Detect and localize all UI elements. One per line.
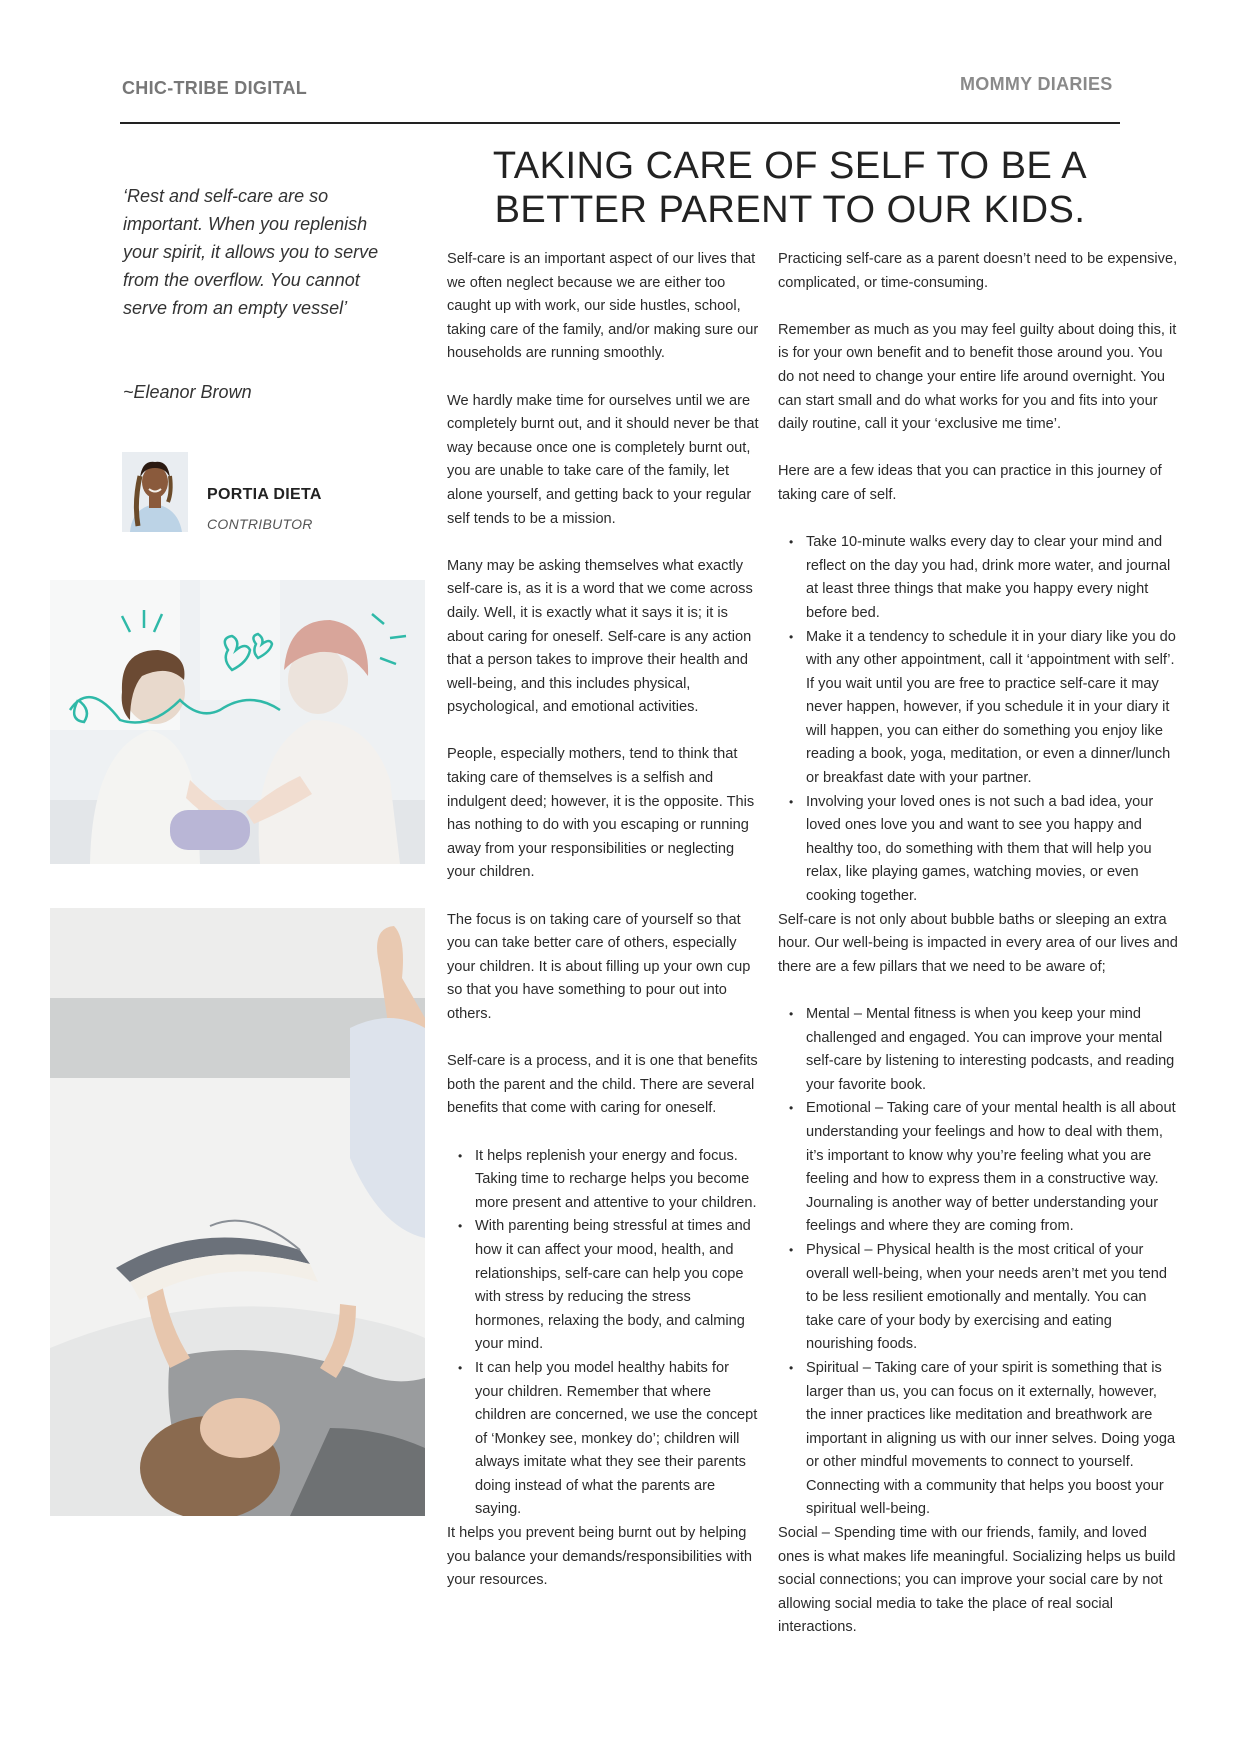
list-item: • It helps replenish your energy and focus. Taking time to recharge helps you become more present and attentive to your children. — [475, 1145, 759, 1216]
quote-author: ~Eleanor Brown — [123, 382, 252, 402]
list-item: • Make it a tendency to schedule it in your diary like you do with any other appointment, call it ‘appointment with self’. If you wait until you are free to practice self-care it may never happen, however, if you schedule it in your diary it will happen, you can either do something you enjoy like reading a book, yoga, meditation, or even a dinner/lunch or breakfast date with your partner. — [806, 626, 1178, 791]
list-item: • Mental – Mental fitness is when you keep your mind challenged and engaged. You can improve your mental self-care by listening to interesting podcasts, and reading your favorite book. — [806, 1003, 1178, 1097]
publication-name: CHIC-TRIBE DIGITAL — [122, 78, 308, 98]
article-title: TAKING CARE OF SELF TO BE A BETTER PARENT TO OUR KIDS. — [492, 145, 1088, 231]
contributor-avatar — [122, 452, 188, 532]
woman-reading-book-photo — [50, 908, 425, 1516]
mother-daughter-face-mask-photo — [50, 580, 425, 864]
paragraph: The focus is on taking care of yourself so that you can take better care of others, especially your children. It is about filling up your own cup so that you have something to pour out into others. — [447, 911, 751, 1022]
list-item: • Emotional – Taking care of your mental health is all about understanding your feelings and how to deal with them, it’s important to know why you’re feeling what you are feeling and how to express them in a constructive way. Journaling is another way of better understanding your feelings and where they are coming from. — [806, 1097, 1178, 1239]
article-column-2 — [778, 248, 1178, 1640]
paragraph: We hardly make time for ourselves until we are completely burnt out, and it should never be that way because once one is completely burnt out, you are unable to take care of the family, let alone yourself, and getting back to your regular self tends to be a mission. — [447, 392, 759, 527]
paragraph: Practicing self-care as a parent doesn’t need to be expensive, complicated, or time-consuming. — [778, 251, 1178, 291]
list-item: • Take 10-minute walks every day to clear your mind and reflect on the day you had, drink more water, and journal at least three things that make you happy every night before bed. — [806, 531, 1178, 625]
ideas-list — [778, 531, 1178, 909]
paragraph: Self-care is an important aspect of our lives that we often neglect because we are either too caught up with work, our side hustles, school, taking care of the family, and/or making sure our households are running smoothly. — [447, 251, 759, 362]
paragraph: Social – Spending time with our friends, family, and loved ones is what makes life meaningful. Socializing helps us build social connections; you can improve your social care by not allowing social media to take the place of real social interactions. — [778, 1525, 1176, 1636]
paragraph: Many may be asking themselves what exactly self-care is, as it is a word that we come across daily. Well, it is exactly what it says it is; it is about caring for oneself. Self-care is any action that a person takes to improve their health and well-being, and this includes physical, psychological, and emotional activities. — [447, 557, 753, 716]
section-name: MOMMY DIARIES — [960, 74, 1113, 94]
paragraph: Self-care is not only about bubble baths or sleeping an extra hour. Our well-being is impacted in every area of our lives and there are a few pillars that we need to be aware of; — [778, 911, 1178, 975]
list-item: • Involving your loved ones is not such a bad idea, your loved ones love you and want to see you happy and healthy too, do something with them that will help you relax, like playing games, watching movies, or even cooking together. — [806, 791, 1178, 909]
paragraph: Self-care is a process, and it is one that benefits both the parent and the child. There are several benefits that come with caring for oneself. — [447, 1053, 758, 1117]
list-item: • Spiritual – Taking care of your spirit is something that is larger than us, you can focus on it externally, however, the inner practices like meditation and breathwork are important in aligning us with our inner selves. Doing yoga or other mindful movements to connect to yourself. Connecting with a community that helps you boost your spiritual well-being. — [806, 1357, 1178, 1522]
paragraph: People, especially mothers, tend to think that taking care of themselves is a selfish and indulgent deed; however, it is the opposite. This has nothing to do with you escaping or running away from your responsibilities or neglecting your children. — [447, 746, 755, 881]
paragraph: Here are a few ideas that you can practice in this journey of taking care of self. — [778, 463, 1162, 503]
list-item: • Physical – Physical health is the most critical of your overall well-being, when your needs aren’t met you tend to be less resilient emotionally and mentally. You can take care of your body by exercising and eating nourishing foods. — [806, 1239, 1178, 1357]
list-item: • With parenting being stressful at times and how it can affect your mood, health, and relationships, self-care can help you cope with stress by reducing the stress hormones, relaxing the body, and calming your mind. — [475, 1215, 759, 1357]
contributor-role: CONTRIBUTOR — [207, 516, 313, 532]
header-rule — [120, 122, 1120, 124]
paragraph: It helps you prevent being burnt out by helping you balance your demands/responsibilities with your resources. — [447, 1525, 753, 1589]
list-item: • It can help you model healthy habits for your children. Remember that where children are concerned, we use the concept of ‘Monkey see, monkey do’; children will always imitate what they see their parents doing instead of what the parents are saying. — [475, 1357, 759, 1522]
article-column-1 — [447, 248, 759, 1593]
contributor-name: PORTIA DIETA — [207, 486, 322, 503]
pull-quote: ‘Rest and self-care are so important. When you replenish your spirit, it allows you to serve from the overflow. You cannot serve from an empty vessel’ — [123, 186, 379, 318]
benefits-list — [447, 1145, 759, 1523]
paragraph: Remember as much as you may feel guilty about doing this, it is for your own benefit and to benefit those around you. You do not need to change your entire life around overnight. You can start small and do what works for you and fits into your daily routine, call it your ‘exclusive me time’. — [778, 321, 1177, 433]
pillars-list — [778, 1003, 1178, 1522]
